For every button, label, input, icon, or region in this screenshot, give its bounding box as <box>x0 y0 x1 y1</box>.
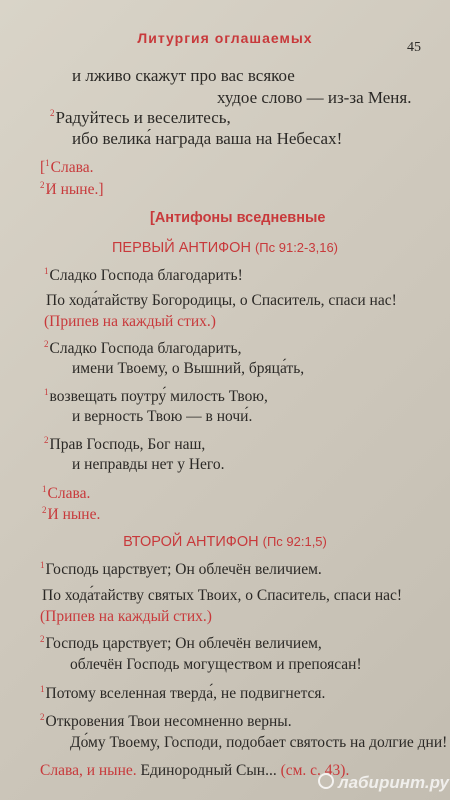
verse-number: 1 <box>44 387 49 397</box>
verse-number: 1 <box>40 560 45 570</box>
text-line: и лживо скажут про вас всякое <box>72 66 295 85</box>
antiphon-title: ПЕРВЫЙ АНТИФОН (Пс 91:2-3,16) <box>112 240 338 256</box>
verse-number: 2 <box>40 180 45 190</box>
verse-line: $^2$Господь царствует; Он облечён величием, <box>40 634 322 653</box>
verse-number: 1 <box>40 684 45 694</box>
refrain-line: По хода́тайству Богородицы, о Спаситель, спаси нас! <box>46 292 397 309</box>
refrain-note: (Припев на каждый стих.) <box>44 313 216 330</box>
verse-line: $^2$Сладко Господа благодарить, <box>44 339 242 358</box>
rubric-line: $^2$И ныне.] <box>40 180 104 199</box>
text-line: худое слово — из-за Меня. <box>217 88 412 107</box>
verse-number: 1 <box>44 266 49 276</box>
verse-number: 2 <box>42 505 47 515</box>
verse-number: 2 <box>44 339 49 349</box>
closing-text: Единородный Сын... <box>140 762 277 779</box>
verse-number: 2 <box>40 712 45 722</box>
verse-number: 2 <box>44 435 49 445</box>
verse-line: $^2$Радуйтесь и веселитесь, <box>50 108 231 127</box>
verse-line: $^2$Откровения Твои несомненно верны. <box>40 712 292 731</box>
verse-number: 1 <box>42 484 47 494</box>
refrain-line: По хода́тайству святых Твоих, о Спаситель, спаси нас! <box>42 587 403 604</box>
verse-line: $^2$Прав Господь, Бог наш, <box>44 435 206 454</box>
verse-line: $^1$возвещать поутру́ милость Твою, <box>44 387 268 406</box>
closing-line <box>40 762 349 780</box>
rubric-line: $^2$И ныне. <box>42 505 101 524</box>
text-line: До́му Твоему, Господи, подобает святость на долгие дни! <box>70 734 448 751</box>
running-header: Литургия оглашаемых <box>137 30 313 46</box>
labirint-logo-icon <box>318 773 334 789</box>
verse-number: 2 <box>50 108 55 119</box>
antiphon-title: ВТОРОЙ АНТИФОН (Пс 92:1,5) <box>123 534 327 550</box>
verse-line: $^1$Господь царствует; Он облечён величием. <box>40 560 322 579</box>
text-line: и верность Твою — в ночи́. <box>72 408 253 425</box>
text-line: ибо велика́ награда ваша на Небесах! <box>72 129 343 148</box>
verse-number: 2 <box>40 634 45 644</box>
refrain-note: (Припев на каждый стих.) <box>40 608 212 625</box>
text-line: и неправды нет у Него. <box>72 456 225 473</box>
closing-rubric: Слава, и ныне. <box>40 762 137 779</box>
rubric-line: [$^1$Слава. <box>40 158 94 177</box>
section-heading: [Антифоны вседневные <box>150 210 326 226</box>
text-line: имени Твоему, о Вышний, бряца́ть, <box>72 360 305 377</box>
verse-line: $^1$Потому вселенная тверда́, не подвигнется. <box>40 684 326 703</box>
rubric-line: $^1$Слава. <box>42 484 91 503</box>
verse-line: $^1$Сладко Господа благодарить! <box>44 266 243 285</box>
watermark: лабиринт.ру <box>318 773 449 793</box>
verse-number: 1 <box>45 158 50 168</box>
text-line: облечён Господь могуществом и препоясан! <box>70 656 362 673</box>
closing-reference: (см. с. 43). <box>280 762 350 779</box>
page-number: 45 <box>407 40 421 55</box>
